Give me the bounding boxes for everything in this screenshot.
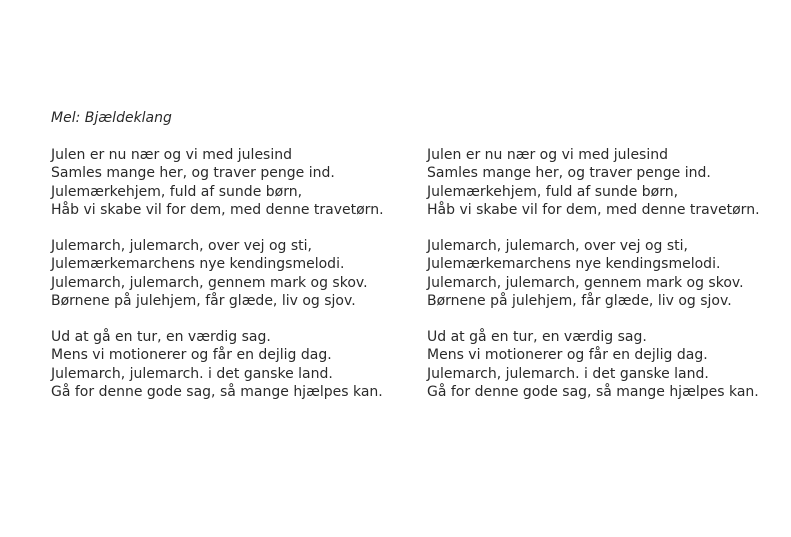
lyric-line: Mens vi motionerer og får en dejlig dag.: [51, 347, 332, 364]
lyric-line: Børnene på julehjem, får glæde, liv og sjov.: [427, 292, 732, 309]
lyric-line: Julemarch, julemarch, over vej og sti,: [427, 238, 688, 254]
lyric-line: Julemærkehjem, fuld af sunde børn,: [51, 183, 303, 200]
lyric-line: Julen er nu nær og vi med julesind: [51, 147, 292, 163]
lyric-line: Julemarch, julemarch, gennem mark og skov.: [51, 274, 368, 291]
lyric-line: Mens vi motionerer og får en dejlig dag.: [427, 347, 708, 364]
lyric-line: Gå for denne gode sag, så mange hjælpes kan.: [51, 383, 383, 400]
lyric-line: Julemærkemarchens nye kendingsmelodi.: [51, 256, 345, 273]
stanza-1: [51, 146, 384, 219]
stanza-2: [51, 237, 368, 310]
lyric-line: Samles mange her, og traver penge ind.: [51, 165, 335, 182]
lyric-line: Julemarch, julemarch, gennem mark og skov.: [427, 274, 744, 291]
lyric-line: Samles mange her, og traver penge ind.: [427, 165, 711, 182]
stanza-3: [51, 328, 383, 401]
melody-note: Mel: Bjældeklang: [51, 110, 172, 126]
lyric-line: Julemarch, julemarch. i det ganske land.: [51, 365, 333, 382]
lyric-line: Julemærkehjem, fuld af sunde børn,: [427, 183, 679, 200]
lyric-line: Ud at gå en tur, en værdig sag.: [427, 329, 647, 345]
lyric-line: Ud at gå en tur, en værdig sag.: [51, 329, 271, 345]
lyric-line: Julemærkemarchens nye kendingsmelodi.: [427, 256, 721, 273]
lyric-line: Børnene på julehjem, får glæde, liv og sjov.: [51, 292, 356, 309]
lyric-line: Gå for denne gode sag, så mange hjælpes kan.: [427, 383, 759, 400]
stanza-3: [427, 328, 759, 401]
lyric-line: Julemarch, julemarch. i det ganske land.: [427, 365, 709, 382]
lyric-line: Julemarch, julemarch, over vej og sti,: [51, 238, 312, 254]
stanza-1: [427, 146, 760, 219]
lyric-line: Håb vi skabe vil for dem, med denne travetørn.: [427, 201, 760, 218]
lyric-line: Håb vi skabe vil for dem, med denne travetørn.: [51, 201, 384, 218]
lyric-line: Julen er nu nær og vi med julesind: [427, 147, 668, 163]
stanza-2: [427, 237, 744, 310]
